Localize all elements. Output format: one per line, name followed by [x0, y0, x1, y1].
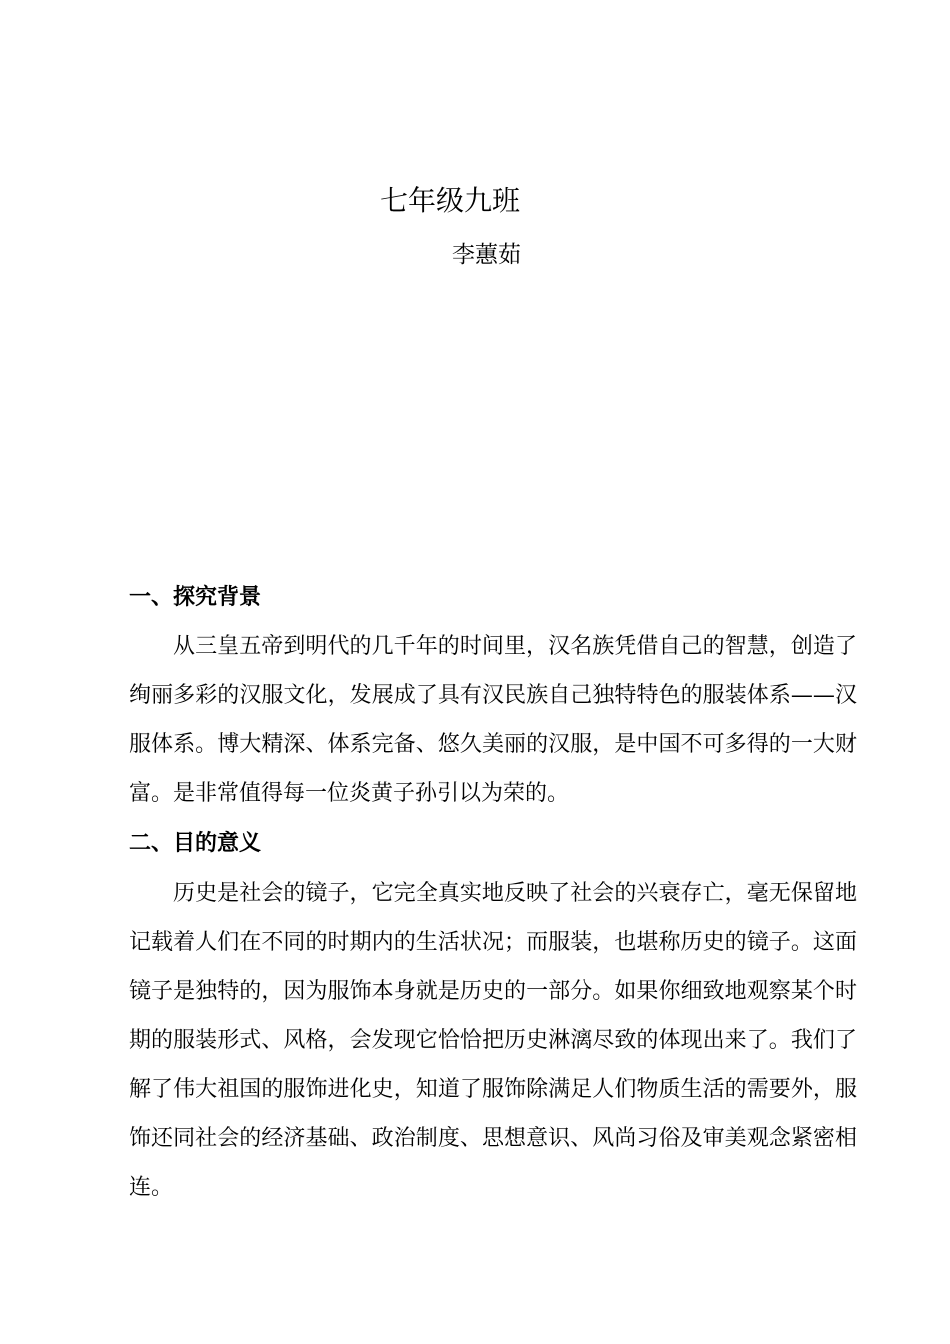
author-name: 李蕙茹	[452, 242, 521, 268]
class-title: 七年级九班	[380, 184, 521, 217]
section-heading-purpose: 二、目的意义	[129, 831, 262, 856]
section-paragraph-purpose: 历史是社会的镜子，它完全真实地反映了社会的兴衰存亡，毫无保留地记载着人们在不同的时期内的生活状况；而服装，也堪称历史的镜子。这面镜子是独特的，因为服饰本身就是历史的一部分。如果你细致地观察某个时期的服装形式、风格，会发现它恰恰把历史淋漓尽致的体现出来了。我们了解了伟大祖国的服饰进化史，知道了服饰除满足人们物质生活的需要外，服饰还同社会的经济基础、政治制度、思想意识、风尚习俗及审美观念紧密相连。	[129, 881, 857, 1200]
section-heading-background: 一、探究背景	[129, 585, 262, 610]
section-paragraph-background: 从三皇五帝到明代的几千年的时间里，汉名族凭借自己的智慧，创造了绚丽多彩的汉服文化，发展成了具有汉民族自己独特特色的服装体系——汉服体系。博大精深、体系完备、悠久美丽的汉服，是中国不可多得的一大财富。是非常值得每一位炎黄子孙引以为荣的。	[129, 634, 857, 806]
